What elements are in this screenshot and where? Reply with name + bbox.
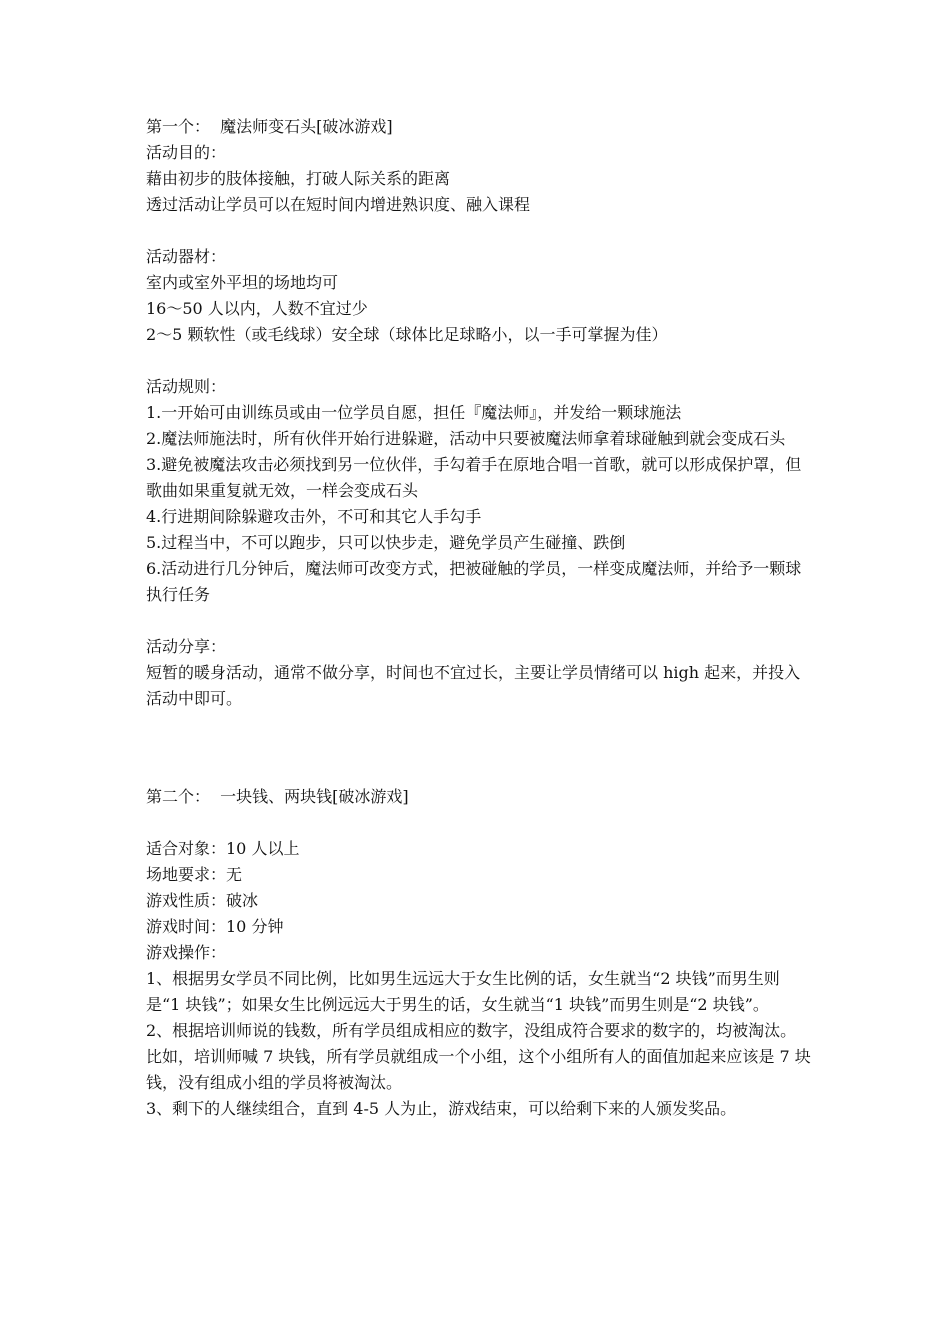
share-text: 短暂的暖身活动，通常不做分享，时间也不宜过长，主要让学员情绪可以 high 起来，并投入活动中即可。 — [146, 663, 801, 708]
spacer — [146, 810, 811, 836]
materials-line: 室内或室外平坦的场地均可 — [146, 273, 339, 292]
materials-heading: 活动器材： — [146, 247, 227, 266]
rule-item: 3.避免被魔法攻击必须找到另一位伙伴，手勾着手在原地合唱一首歌，就可以形成保护罩，但歌曲如果重复就无效，一样会变成石头 — [146, 455, 802, 500]
duration-line: 游戏时间：10 分钟 — [146, 917, 284, 936]
spacer — [146, 348, 811, 374]
spacer — [146, 608, 811, 634]
operation-step: 2、根据培训师说的钱数，所有学员组成相应的数字，没组成符合要求的数字的，均被淘汰。比如，培训师喊 7 块钱，所有学员就组成一个小组，这个小组所有人的面值加起来应该是 7 块钱，没有组成小组的学员将被淘汰。 — [146, 1021, 811, 1092]
operation-heading: 游戏操作： — [146, 943, 227, 962]
purpose-line: 藉由初步的肢体接触，打破人际关系的距离 — [146, 169, 451, 188]
rule-item: 2.魔法师施法时，所有伙伴开始行进躲避，活动中只要被魔法师拿着球碰触到就会变成石头 — [146, 429, 786, 448]
target-line: 适合对象：10 人以上 — [146, 839, 300, 858]
venue-line: 场地要求：无 — [146, 865, 243, 884]
materials-line: 2～5 颗软性（或毛线球）安全球（球体比足球略小，以一手可掌握为佳） — [146, 325, 668, 344]
operation-step: 1、根据男女学员不同比例，比如男生远远大于女生比例的话，女生就当“2 块钱”而男生则是“1 块钱”；如果女生比例远远大于男生的话，女生就当“1 块钱”而男生则是“2 块钱”。 — [146, 969, 780, 1014]
rule-item: 1.一开始可由训练员或由一位学员自愿，担任『魔法师』，并发给一颗球施法 — [146, 403, 682, 422]
materials-line: 16～50 人以内，人数不宜过少 — [146, 299, 368, 318]
rule-item: 6.活动进行几分钟后，魔法师可改变方式，把被碰触的学员，一样变成魔法师，并给予一颗球执行任务 — [146, 559, 802, 604]
section2-title: 第二个： 一块钱、两块钱[破冰游戏] — [146, 787, 409, 806]
document-page — [146, 114, 811, 1122]
section-gap — [146, 712, 811, 784]
rule-item: 4.行进期间除躲避攻击外，不可和其它人手勾手 — [146, 507, 482, 526]
share-heading: 活动分享： — [146, 637, 227, 656]
purpose-heading: 活动目的： — [146, 143, 227, 162]
spacer — [146, 218, 811, 244]
purpose-line: 透过活动让学员可以在短时间内增进熟识度、融入课程 — [146, 195, 531, 214]
nature-line: 游戏性质：破冰 — [146, 891, 259, 910]
section1-title: 第一个： 魔法师变石头[破冰游戏] — [146, 117, 393, 136]
operation-step: 3、剩下的人继续组合，直到 4-5 人为止，游戏结束，可以给剩下来的人颁发奖品。 — [146, 1099, 737, 1118]
rules-heading: 活动规则： — [146, 377, 227, 396]
rule-item: 5.过程当中，不可以跑步，只可以快步走，避免学员产生碰撞、跌倒 — [146, 533, 626, 552]
